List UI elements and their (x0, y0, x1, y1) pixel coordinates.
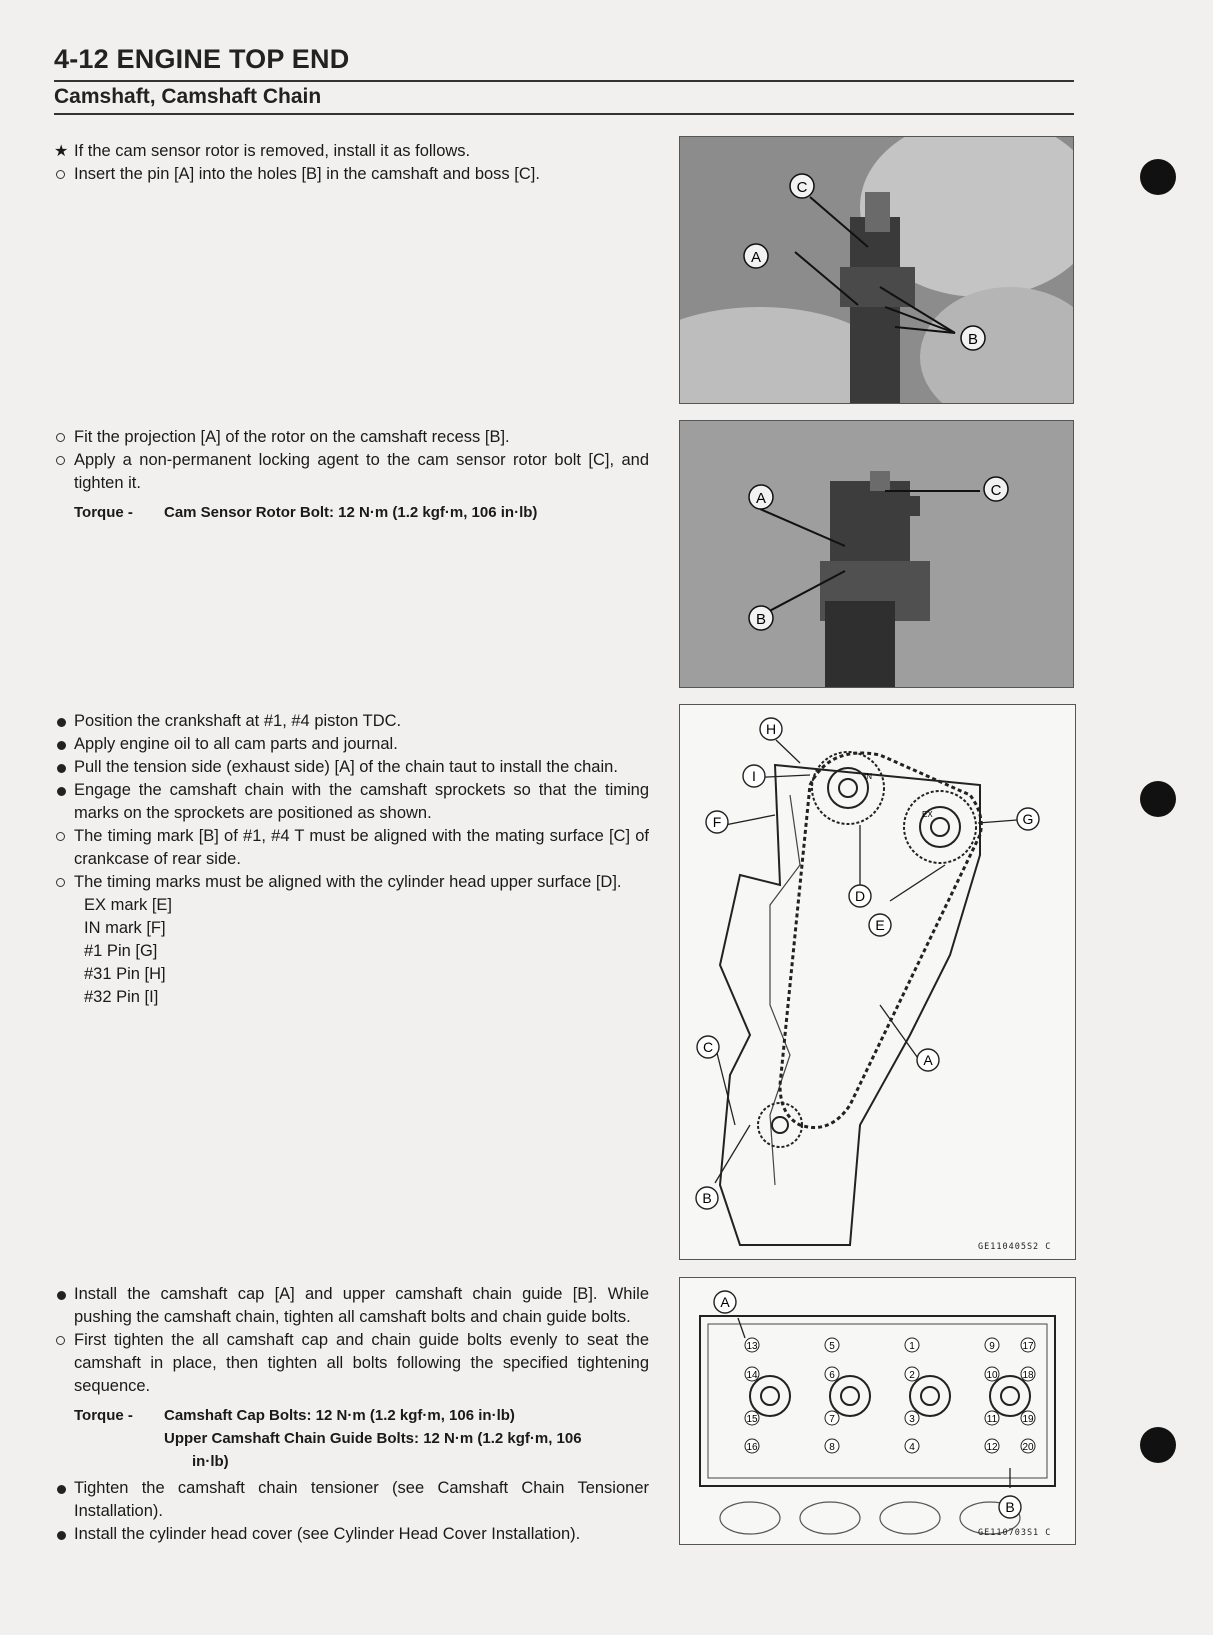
section-rule (54, 113, 1074, 115)
sprocket-mark: EX (922, 810, 933, 819)
callout-label: H (765, 721, 777, 737)
legend-item: IN mark [F] (84, 919, 166, 937)
bolt-number: 14 (746, 1370, 758, 1381)
list-item (54, 733, 649, 756)
bolt-number: 6 (829, 1370, 835, 1381)
instruction-text: Apply engine oil to all cam parts and journal. (74, 735, 398, 753)
header-rule (54, 80, 1074, 82)
camshaft-cap-instructions (54, 1283, 649, 1546)
bullet-icon (57, 718, 66, 727)
torque-spec (54, 1404, 649, 1473)
bolt-number: 3 (909, 1414, 915, 1425)
open-circle-icon (56, 1336, 65, 1345)
list-item (54, 140, 649, 163)
callout-label: D (854, 888, 866, 904)
instruction-text: Engage the camshaft chain with the camshaft sprockets so that the timing marks on the sprockets are positioned as shown. (74, 781, 649, 822)
list-item (54, 1523, 649, 1546)
instruction-text: Install the cylinder head cover (see Cylinder Head Cover Installation). (74, 1525, 581, 1543)
bolt-row-3 (745, 1411, 1035, 1425)
bolt-number: 13 (746, 1341, 758, 1352)
callout-label: A (750, 249, 762, 266)
bolt-number: 17 (1022, 1341, 1034, 1352)
mark-legend (54, 894, 649, 1009)
callout-label: I (752, 768, 756, 784)
callout-label: F (712, 814, 722, 830)
photo-illustration (680, 137, 1074, 404)
open-circle-icon (56, 832, 65, 841)
torque-spec (54, 501, 649, 524)
callout-label: C (796, 179, 808, 196)
list-item (54, 825, 649, 871)
figure-code: GE110703S1 C (978, 1528, 1052, 1538)
bolt-number: 12 (986, 1442, 998, 1453)
legend-item: EX mark [E] (84, 896, 173, 914)
bolt-number: 20 (1022, 1442, 1034, 1453)
list-item (54, 449, 649, 495)
callout-label: A (720, 1294, 730, 1310)
callout-label: C (702, 1039, 714, 1055)
torque-values (164, 1404, 649, 1473)
open-circle-icon (56, 878, 65, 887)
diagram-illustration (680, 705, 1076, 1260)
legend-item: #31 Pin [H] (84, 965, 166, 983)
sprocket-mark: IN (864, 772, 872, 781)
photo-illustration (680, 421, 1074, 688)
torque-value: in·lb) (192, 1453, 229, 1470)
callout-label: G (1022, 811, 1034, 827)
timing-chain-diagram (679, 704, 1076, 1260)
bolt-number: 1 (909, 1341, 915, 1352)
list-item (54, 426, 649, 449)
rotor-camshaft-photo (679, 420, 1074, 688)
figure-code: GE110405S2 C (978, 1242, 1052, 1252)
bolt-number: 10 (986, 1370, 998, 1381)
instruction-text: Position the crankshaft at #1, #4 piston TDC. (74, 712, 402, 730)
bolt-sequence-diagram (679, 1277, 1076, 1545)
list-item (54, 871, 649, 894)
callout-label: B (755, 611, 767, 628)
bullet-icon (57, 1485, 66, 1494)
instruction-text: Install the camshaft cap [A] and upper camshaft chain guide [B]. While pushing the camshaft chain, tighten all camshaft bolts and chain guide bolts. (74, 1285, 649, 1326)
torque-value: Camshaft Cap Bolts: 12 N·m (1.2 kgf·m, 106 in·lb) (164, 1407, 515, 1424)
torque-label: Torque - (74, 504, 133, 521)
bullet-icon (57, 1291, 66, 1300)
bolt-number: 4 (909, 1442, 915, 1453)
cam-sensor-instructions (54, 140, 649, 186)
instruction-text: Pull the tension side (exhaust side) [A] of the chain taut to install the chain. (74, 758, 618, 776)
page-title: 4-12 ENGINE TOP END (54, 44, 350, 74)
callout-label: A (923, 1052, 933, 1068)
bolt-number: 11 (986, 1414, 998, 1425)
bolt-number: 9 (989, 1341, 995, 1352)
diagram-illustration (680, 1278, 1076, 1545)
bolt-number: 8 (829, 1442, 835, 1453)
instruction-text: If the cam sensor rotor is removed, install it as follows. (74, 142, 471, 160)
section-title: Camshaft, Camshaft Chain (54, 85, 322, 108)
torque-value: Cam Sensor Rotor Bolt: 12 N·m (1.2 kgf·m, 106 in·lb) (164, 504, 538, 521)
legend-item: #1 Pin [G] (84, 942, 158, 960)
bolt-number: 16 (746, 1442, 758, 1453)
list-item (54, 710, 649, 733)
binder-hole (1140, 781, 1176, 817)
list-item (54, 1477, 649, 1523)
instruction-text: The timing mark [B] of #1, #4 T must be aligned with the mating surface [C] of crankcase of rear side. (74, 827, 649, 868)
callout-label: A (755, 490, 767, 507)
chain-install-instructions (54, 710, 649, 1009)
bullet-icon (57, 764, 66, 773)
callout-label: B (702, 1190, 712, 1206)
torque-value: Upper Camshaft Chain Guide Bolts: 12 N·m (1.2 kgf·m, 106 (164, 1430, 582, 1447)
list-item (54, 1283, 649, 1329)
list-item (54, 779, 649, 825)
bolt-number: 15 (746, 1414, 758, 1425)
instruction-text: First tighten the all camshaft cap and chain guide bolts evenly to seat the camshaft in place, then tighten all bolts following the specified tightening sequence. (74, 1331, 649, 1395)
list-item (54, 756, 649, 779)
instruction-text: Tighten the camshaft chain tensioner (see Camshaft Chain Tensioner Installation). (74, 1479, 649, 1520)
bolt-row-bottom (745, 1439, 1035, 1453)
pin-insertion-photo (679, 136, 1074, 404)
open-circle-icon (56, 433, 65, 442)
bolt-numbers (745, 1338, 1035, 1453)
callout-label: C (990, 482, 1002, 499)
bolt-number: 19 (1022, 1414, 1034, 1425)
instruction-text: Fit the projection [A] of the rotor on the camshaft recess [B]. (74, 428, 510, 446)
bolt-number: 2 (909, 1370, 915, 1381)
open-circle-icon (56, 456, 65, 465)
bolt-number: 7 (829, 1414, 835, 1425)
bolt-row-top (745, 1338, 1035, 1352)
bolt-row-2 (745, 1367, 1035, 1381)
bullet-icon (57, 741, 66, 750)
list-item (54, 163, 649, 186)
binder-hole (1140, 159, 1176, 195)
bullet-icon (57, 787, 66, 796)
bolt-number: 5 (829, 1341, 835, 1352)
callout-label: B (967, 331, 979, 348)
legend-item: #32 Pin [I] (84, 988, 159, 1006)
instruction-text: The timing marks must be aligned with the cylinder head upper surface [D]. (74, 873, 622, 891)
instruction-text: Apply a non-permanent locking agent to the cam sensor rotor bolt [C], and tighten it. (74, 451, 649, 492)
instruction-text: Insert the pin [A] into the holes [B] in the camshaft and boss [C]. (74, 165, 540, 183)
list-item (54, 1329, 649, 1398)
bullet-icon (57, 1531, 66, 1540)
torque-label: Torque - (74, 1407, 133, 1424)
binder-hole (1140, 1427, 1176, 1463)
callout-label: B (1005, 1499, 1015, 1515)
rotor-install-instructions (54, 426, 649, 524)
open-circle-icon (56, 170, 65, 179)
callout-label: E (875, 917, 885, 933)
bolt-number: 18 (1022, 1370, 1034, 1381)
star-icon: ★ (54, 143, 69, 160)
